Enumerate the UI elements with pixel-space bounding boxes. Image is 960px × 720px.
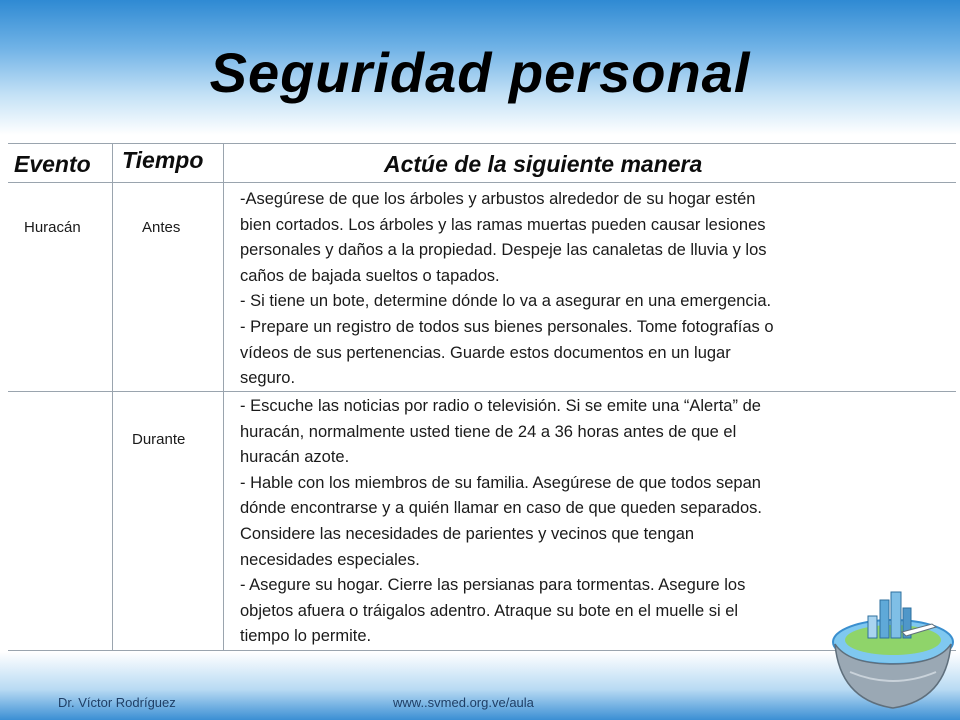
action-line: - Prepare un registro de todos sus bienes personales. Tome fotografías o (240, 317, 774, 336)
safety-table (8, 143, 956, 651)
column-divider-1 (112, 143, 113, 651)
action-line: tiempo lo permite. (240, 627, 372, 646)
action-line: caños de bajada sueltos o tapados. (240, 266, 500, 285)
action-line: Considere las necesidades de parientes y vecinos que tengan (240, 524, 695, 543)
footer-website: www..svmed.org.ve/aula (393, 695, 534, 710)
column-divider-2 (223, 143, 224, 651)
action-line: bien cortados. Los árboles y las ramas muertas pueden causar lesiones (240, 215, 766, 234)
table-bottom-border (8, 650, 956, 651)
header-accion: Actúe de la siguiente manera (384, 151, 703, 177)
action-line: - Asegure su hogar. Cierre las persianas para tormentas. Asegure los (240, 576, 746, 595)
action-line: - Si tiene un bote, determine dónde lo va a asegurar en una emergencia. (240, 292, 772, 311)
action-line: objetos afuera o tráigalos adentro. Atraque su bote en el muelle si el (240, 601, 739, 620)
row1-tiempo: Antes (142, 219, 181, 236)
header-divider (8, 182, 956, 183)
footer-author: Dr. Víctor Rodríguez (58, 695, 176, 710)
action-line: huracán, normalmente usted tiene de 24 a 36 horas antes de que el (240, 422, 737, 441)
action-line: vídeos de sus pertenencias. Guarde estos documentos en un lugar (240, 343, 731, 362)
row2-actions (240, 394, 762, 650)
globe-city-illustration (828, 580, 958, 710)
row2-tiempo: Durante (132, 431, 186, 448)
row1-actions (240, 187, 774, 392)
action-line: seguro. (240, 369, 296, 388)
action-line: huracán azote. (240, 448, 350, 467)
action-line: -Asegúrese de que los árboles y arbustos alrededor de su hogar estén (240, 190, 756, 208)
action-line: - Hable con los miembros de su familia. Asegúrese de que todos sepan (240, 473, 761, 492)
row1-evento: Huracán (24, 219, 81, 236)
table-top-border (8, 143, 956, 144)
action-line: dónde encontrarse y a quién llamar en caso de que queden separados. (240, 499, 762, 518)
action-line: necesidades especiales. (240, 550, 420, 569)
page-title: Seguridad personal (209, 41, 751, 104)
header-evento: Evento (14, 151, 91, 177)
action-line: personales y daños a la propiedad. Despeje las canaletas de lluvia y los (240, 241, 767, 260)
header-tiempo: Tiempo (122, 147, 204, 173)
action-line: - Escuche las noticias por radio o televisión. Si se emite una “Alerta” de (240, 397, 761, 415)
